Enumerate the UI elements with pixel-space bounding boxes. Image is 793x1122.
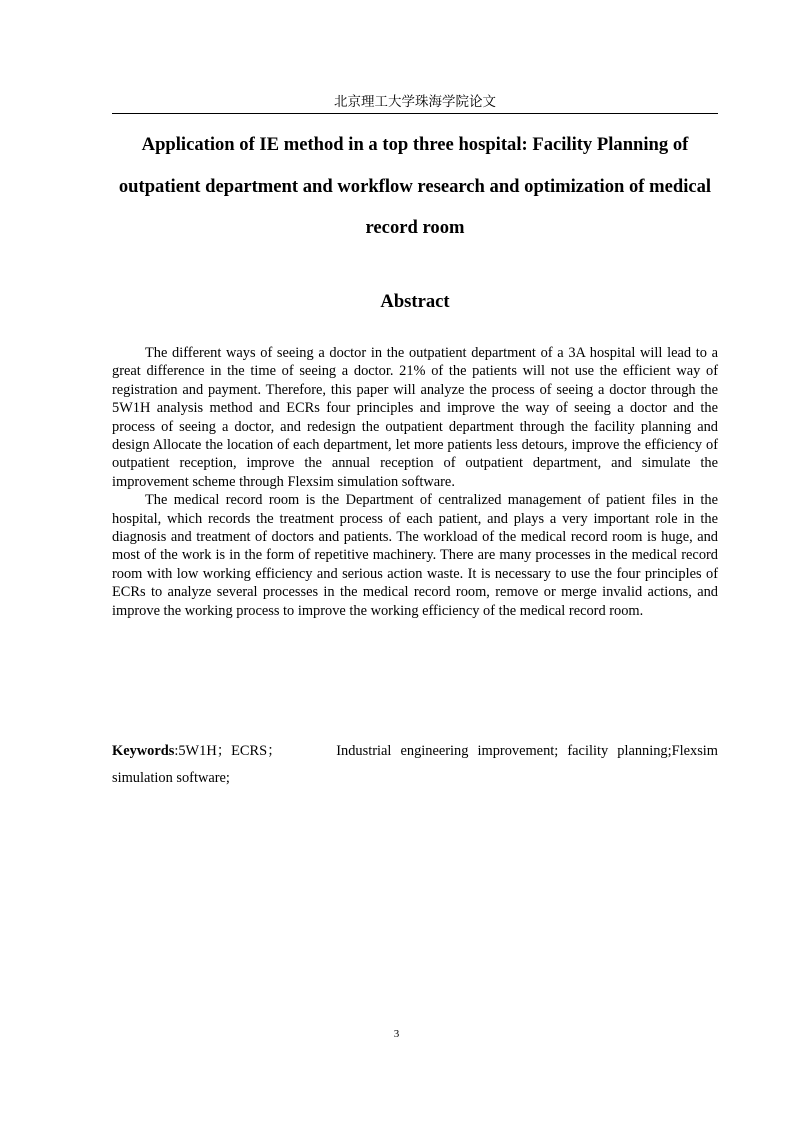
abstract-heading: Abstract [380,291,450,312]
keywords-list: :5W1H；ECRS； Industrial engineering improvement; facility planning;Flexsim simulation software; [112,743,722,786]
abstract-body [112,344,718,620]
running-header: 北京理工大学珠海学院论文 [112,93,718,114]
abstract-paragraph-1: The different ways of seeing a doctor in the outpatient department of a 3A hospital will lead to a great difference in the time of seeing a doctor. 21% of the patients will not use the efficient way of registration and payment. Therefore, this paper will analyze the process of seeing a doctor through the 5W1H analysis method and ECRs four principles and improve the way of seeing a doctor and the process of seeing a doctor, and redesign the outpatient department through the facility planning and design Allocate the location of each department, let more patients less detours, improve the efficiency of outpatient reception, improve the annual reception of outpatient department, and simulate the improvement scheme through Flexsim simulation software. [112,345,718,490]
keywords-label: Keywords [112,743,175,759]
abstract-paragraph-2: The medical record room is the Department of centralized management of patient files in the hospital, which records the treatment process of each patient, and plays a very important role in the diagnosis and treatment of doctors and patients. The workload of the medical record room is huge, and most of the work is in the form of repetitive machinery. There are many processes in the medical record room with low working efficiency and serious action waste. It is necessary to use the four principles of ECRs to analyze several processes in the medical record room, remove or merge invalid actions, and improve the working process to improve the working efficiency of the medical record room. [112,492,718,619]
keywords-section [112,738,722,792]
page-number: 3 [393,1028,400,1040]
paper-title: Application of IE method in a top three hospital: Facility Planning of outpatient department and workflow research and optimization of medical record room [118,134,712,238]
